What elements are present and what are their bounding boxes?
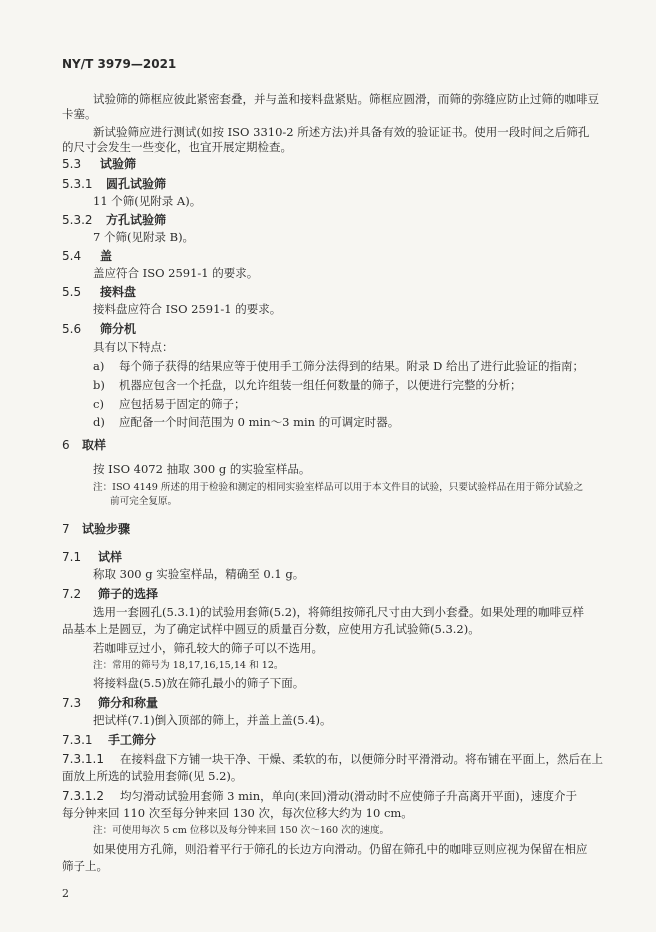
list-item-text: 应包括易于固定的筛子； — [119, 397, 246, 411]
standard-number: NY/T 3979—2021 — [62, 57, 177, 71]
note-line: 注：ISO 4149 所述的用于检验和测定的相同实验室样品可以用于本文件目的试验，只要试验样品在用于筛分试验之 — [93, 482, 584, 493]
section-number: 7.2 — [62, 587, 82, 601]
section-number: 6 — [62, 438, 70, 452]
section-title: 圆孔试验筛 — [106, 177, 167, 191]
section-heading — [62, 587, 158, 601]
section-title: 取样 — [82, 438, 107, 452]
paragraph-line: 的尺寸会发生一些变化，也宜开展定期检查。 — [62, 140, 292, 154]
section-text: 具有以下特点： — [93, 340, 174, 354]
list-item-text: 机器应包含一个托盘，以允许组装一组任何数量的筛子，以便进行完整的分析； — [119, 378, 522, 392]
section-title: 筛分和称量 — [98, 696, 159, 710]
section-number: 5.3 — [62, 157, 82, 171]
paragraph-line: 若咖啡豆过小，筛孔较大的筛子可以不选用。 — [93, 641, 323, 655]
section-title: 盖 — [100, 249, 113, 263]
list-marker: d) — [93, 415, 105, 429]
paragraph-line: 选用一套圆孔(5.3.1)的试验用套筛(5.2)，将筛组按筛孔尺寸由大到小套叠。如果处理的咖啡豆样 — [93, 605, 584, 619]
list-item — [93, 415, 399, 429]
list-item-text: 应配备一个时间范围为 0 min～3 min 的可调定时器。 — [119, 415, 400, 429]
section-title: 手工筛分 — [108, 733, 157, 747]
section-heading — [62, 550, 122, 564]
section-number: 5.5 — [62, 285, 82, 299]
list-marker: a) — [93, 359, 105, 373]
clause-line — [62, 752, 603, 766]
section-heading — [62, 438, 106, 452]
section-heading — [62, 157, 136, 171]
section-number: 7 — [62, 522, 70, 536]
section-number: 5.3.1 — [62, 177, 93, 191]
section-number: 7.3 — [62, 696, 82, 710]
section-text: 称取 300 g 实验室样品，精确至 0.1 g。 — [93, 567, 305, 581]
clause-text: 均匀滑动试验用套筛 3 min，单向(来回)滑动(滑动时不应使筛子升高离开平面)，速度介于 — [120, 789, 578, 803]
section-heading — [62, 213, 166, 227]
list-item-text: 每个筛子获得的结果应等于使用手工筛分法得到的结果。附录 D 给出了进行此验证的指南； — [119, 359, 585, 373]
section-number: 5.4 — [62, 249, 82, 263]
section-title: 接料盘 — [100, 285, 137, 299]
section-heading — [62, 733, 156, 747]
clause-number: 7.3.1.2 — [62, 789, 104, 803]
section-heading — [62, 522, 130, 536]
section-text: 11 个筛(见附录 A)。 — [93, 194, 202, 208]
section-title: 筛分机 — [100, 322, 137, 336]
section-heading — [62, 322, 136, 336]
note-line: 注：可使用每次 5 cm 位移以及每分钟来回 150 次～160 次的速度。 — [93, 825, 390, 836]
page-number: 2 — [62, 887, 69, 900]
list-marker: c) — [93, 397, 104, 411]
paragraph-line: 面放上所选的试验用套筛(见 5.2)。 — [62, 769, 243, 783]
paragraph-line: 卡塞。 — [62, 107, 97, 121]
section-title: 试验步骤 — [82, 522, 131, 536]
section-heading — [62, 696, 158, 710]
paragraph-line: 如果使用方孔筛，则沿着平行于筛孔的长边方向滑动。仍留在筛孔中的咖啡豆则应视为保留在相应 — [93, 842, 588, 856]
paragraph-line: 试验筛的筛框应彼此紧密套叠，并与盖和接料盘紧贴。筛框应圆滑，而筛的弥缝应防止过筛的咖啡豆 — [93, 92, 599, 106]
section-title: 试验筛 — [100, 157, 137, 171]
section-title: 试样 — [98, 550, 123, 564]
section-number: 5.6 — [62, 322, 82, 336]
note-line: 注：常用的筛号为 18,17,16,15,14 和 12。 — [93, 660, 284, 671]
section-text: 按 ISO 4072 抽取 300 g 的实验室样品。 — [93, 462, 311, 476]
paragraph-line: 筛子上。 — [62, 859, 108, 873]
paragraph-line: 新试验筛应进行测试(如按 ISO 3310-2 所述方法)并具备有效的验证证书。使用一段时间之后筛孔 — [93, 125, 590, 139]
section-text: 接料盘应符合 ISO 2591-1 的要求。 — [93, 302, 282, 316]
clause-number: 7.3.1.1 — [62, 752, 104, 766]
section-heading — [62, 249, 112, 263]
paragraph-line: 每分钟来回 110 次至每分钟来回 130 次，每次位移大约为 10 cm。 — [62, 806, 413, 820]
section-title: 方孔试验筛 — [106, 213, 167, 227]
section-number: 7.3.1 — [62, 733, 93, 747]
note-line: 前可完全复原。 — [110, 496, 178, 507]
list-marker: b) — [93, 378, 105, 392]
section-number: 7.1 — [62, 550, 82, 564]
section-text: 盖应符合 ISO 2591-1 的要求。 — [93, 266, 259, 280]
section-heading — [62, 285, 136, 299]
list-item — [93, 359, 584, 373]
section-number: 5.3.2 — [62, 213, 93, 227]
section-heading — [62, 177, 166, 191]
clause-text: 在接料盘下方铺一块干净、干燥、柔软的布，以便筛分时平滑滑动。将布铺在平面上，然后在上 — [120, 752, 603, 766]
list-item — [93, 378, 522, 392]
paragraph-line: 品基本上是圆豆，为了确定试样中圆豆的质量百分数，应使用方孔试验筛(5.3.2)。 — [62, 622, 480, 636]
section-text: 7 个筛(见附录 B)。 — [93, 230, 195, 244]
section-text: 把试样(7.1)倒入顶部的筛上，并盖上盖(5.4)。 — [93, 713, 332, 727]
section-title: 筛子的选择 — [98, 587, 159, 601]
paragraph-line: 将接料盘(5.5)放在筛孔最小的筛子下面。 — [93, 676, 305, 690]
list-item — [93, 397, 246, 411]
clause-line — [62, 789, 577, 803]
